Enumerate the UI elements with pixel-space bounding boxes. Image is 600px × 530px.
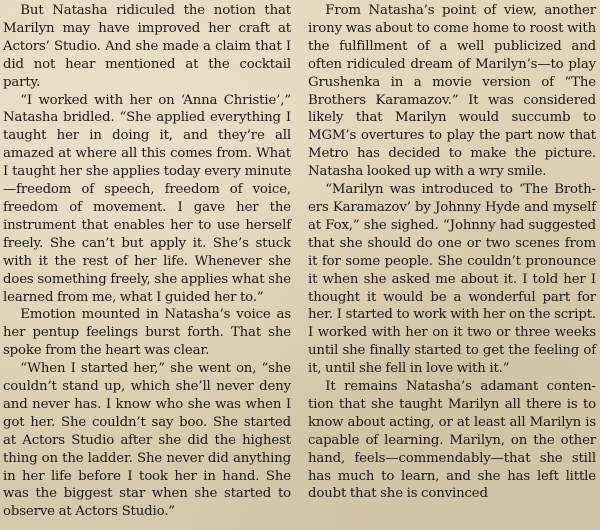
paragraph: It remains Natasha’s adamant contention that she taught Marilyn all there is to know about acting, or at least all Marilyn is capable of learning. Marilyn, on the other hand, feels—commendably—that she still has much to learn, and she has left little doubt that she is convinced	[308, 379, 596, 502]
article-column-left	[3, 2, 291, 521]
paragraph: “Marilyn was introduced to ‘The Brothers Karamazov’ by Johnny Hyde and myself at Fox,” she sighed. “Johnny had suggested that she should do one or two scenes from it for some people. She couldn’t pronounce it when she asked me about it. I told her I thought it would be a wonderful part for her. I started to work with her on the script. I worked with her on it two or three weeks until she finally started to get the feeling of it, until she fell in love with it.”	[308, 182, 596, 377]
paragraph: “When I started her,” she went on, “she couldn’t stand up, which she’ll never deny and never has. I know who she was when I got her. She couldn’t say boo. She started at Actors Studio after she did the highest thing on the ladder. She never did anything in her life before I took her in hand. She was the biggest star when she started to observe at Actors Studio.”	[3, 361, 291, 520]
paragraph: Emotion mounted in Natasha’s voice as her pentup feelings burst forth. That she spoke from the heart was clear.	[3, 307, 291, 359]
article-column-right	[308, 2, 596, 503]
paragraph: But Natasha ridiculed the notion that Marilyn may have improved her craft at Actors’ Studio. And she made a claim that I did not hear mentioned at the cocktail party.	[3, 3, 291, 90]
paragraph: “I worked with her on ‘Anna Christie’,” Natasha bridled. “She applied everything I taught her in doing it, and they’re all amazed at where all this comes from. What I taught her she applies today every minute—freedom of speech, freedom of voice, freedom of movement. I gave her the instrument that enables her to use herself freely. She can’t but apply it. She’s stuck with it the rest of her life. Whenever she does something freely, she applies what she learned from me, what I guided her to.”	[3, 92, 291, 305]
paragraph: From Natasha’s point of view, another irony was about to come home to roost with the fulfillment of a well publicized and often ridiculed dream of Marilyn’s—to play Grushenka in a movie version of “The Brothers Karamazov.” It was considered likely that Marilyn would succumb to MGM’s overtures to play the part now that Metro has decided to make the picture. Natasha looked up with a wry smile.	[308, 3, 596, 180]
